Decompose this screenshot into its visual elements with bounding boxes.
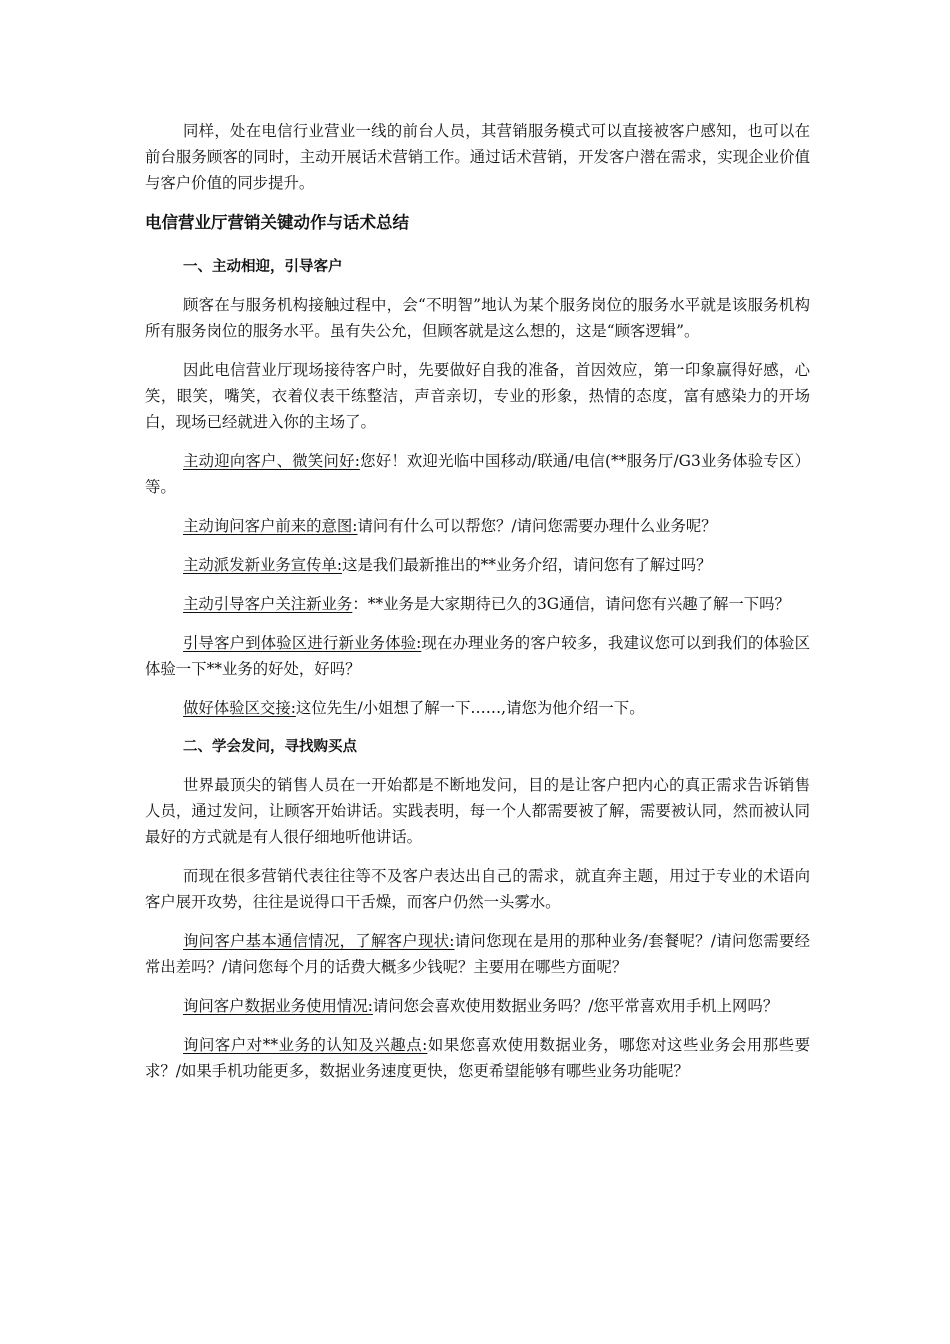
script-text: 请问您现在是用的那种业务/套餐呢？/请问您需要经常出差吗？/请问您每个月的话费大概多少钱呢？主要用在哪些方面呢？ <box>145 932 811 976</box>
section-1-heading: 一、主动相迎，引导客户 <box>183 259 343 275</box>
script-label: 询问客户对**业务的认知及兴趣点: <box>183 1036 428 1054</box>
script-communication-status <box>145 928 810 980</box>
section-2-heading: 二、学会发问，寻找购买点 <box>183 739 357 755</box>
script-label: 引导客户到体验区进行新业务体验: <box>183 634 422 652</box>
script-label: 主动引导客户关注新业务 <box>183 595 353 613</box>
section-1-paragraph-2: 因此电信营业厅现场接待客户时，先要做好自我的准备，首因效应，第一印象赢得好感，心笑，眼笑，嘴笑，衣着仪表干练整洁，声音亲切，专业的形象，热情的态度，富有感染力的开场白，现场已经就进入你的主场了。 <box>145 361 810 431</box>
script-service-interest <box>145 1032 810 1084</box>
document-title: 电信营业厅营销关键动作与话术总结 <box>145 213 409 232</box>
script-text: 这位先生/小姐想了解一下……,请您为他介绍一下。 <box>295 699 645 717</box>
intro-paragraph: 同样，处在电信行业营业一线的前台人员，其营销服务模式可以直接被客户感知，也可以在前台服务顾客的同时，主动开展话术营销工作。通过话术营销，开发客户潜在需求，实现企业价值与客户价值的同步提升。 <box>145 122 810 192</box>
script-label: 主动询问客户前来的意图: <box>183 517 358 535</box>
script-greet-customer <box>145 448 810 500</box>
script-hand-out-flyer <box>145 552 810 578</box>
section-2-paragraph-2: 而现在很多营销代表往往等不及客户表达出自己的需求，就直奔主题，用过于专业的术语向客户展开攻势，往往是说得口干舌燥，而客户仍然一头雾水。 <box>145 867 810 911</box>
script-text: ：**业务是大家期待已久的3G通信，请问您有兴趣了解一下吗？ <box>352 595 790 613</box>
script-label: 询问客户基本通信情况，了解客户现状: <box>183 932 455 950</box>
script-handover <box>145 695 810 721</box>
document-page <box>145 118 810 1097</box>
script-experience-area <box>145 630 810 682</box>
script-label: 做好体验区交接: <box>183 699 296 717</box>
script-text: 请问有什么可以帮您？/请问您需要办理什么业务呢？ <box>357 517 717 535</box>
script-text: 您好！欢迎光临中国移动/联通/电信(**服务厅/G3业务体验专区）等。 <box>145 452 811 496</box>
script-ask-intent <box>145 513 810 539</box>
script-label: 询问客户数据业务使用情况: <box>183 997 373 1015</box>
section-2-paragraph-1: 世界最顶尖的销售人员在一开始都是不断地发问，目的是让客户把内心的真正需求告诉销售人员，通过发问，让顾客开始讲话。实践表明，每一个人都需要被了解，需要被认同，然而被认同最好的方式就是有人很仔细地听他讲话。 <box>145 776 810 846</box>
section-1-paragraph-1: 顾客在与服务机构接触过程中，会“不明智”地认为某个服务岗位的服务水平就是该服务机构所有服务岗位的服务水平。虽有失公允，但顾客就是这么想的，这是“顾客逻辑”。 <box>145 296 810 340</box>
script-text: 如果您喜欢使用数据业务，哪您对这些业务会用那些要求？/如果手机功能更多，数据业务速度更快，您更希望能够有哪些业务功能呢？ <box>145 1036 810 1080</box>
script-guide-new-service <box>145 591 810 617</box>
script-text: 请问您会喜欢使用数据业务吗？/您平常喜欢用手机上网吗？ <box>372 997 779 1015</box>
script-label: 主动迎向客户、微笑问好: <box>183 452 360 470</box>
script-label: 主动派发新业务宣传单: <box>183 556 343 574</box>
script-data-usage <box>145 993 810 1019</box>
script-text: 这是我们最新推出的**业务介绍，请问您有了解过吗？ <box>342 556 712 574</box>
script-text: 现在办理业务的客户较多，我建议您可以到我们的体验区体验一下**业务的好处，好吗？ <box>145 634 810 678</box>
